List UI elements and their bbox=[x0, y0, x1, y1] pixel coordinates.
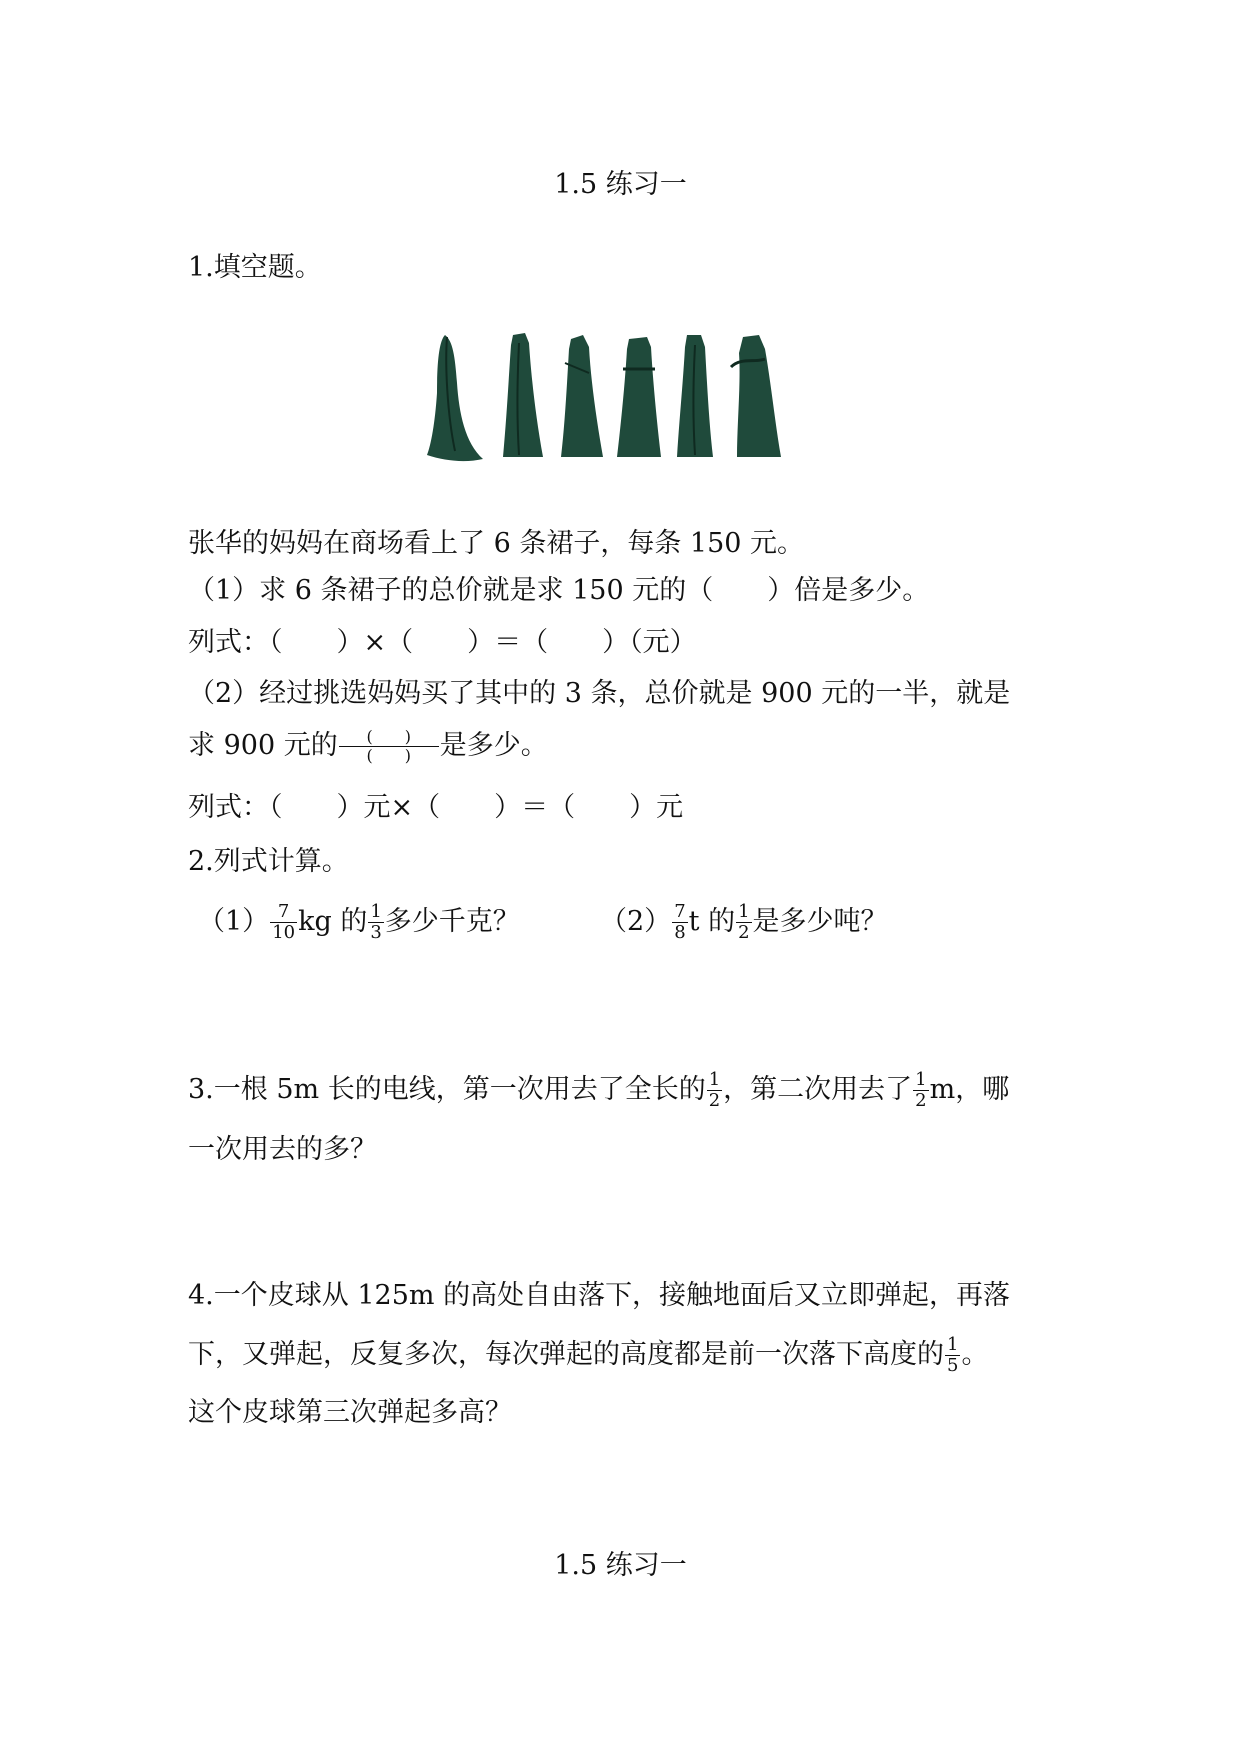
q2-heading: 2.列式计算。 bbox=[188, 846, 349, 877]
numerator: 7 bbox=[270, 902, 297, 923]
q4-line1: 4.一个皮球从 125m 的高处自由落下，接触地面后又立即弹起，再落 bbox=[188, 1280, 1011, 1311]
q1-part2-line2 bbox=[188, 728, 548, 765]
q2-item-1-label: （1） bbox=[198, 906, 270, 937]
denominator: 2 bbox=[915, 1090, 927, 1111]
q1-intro: 张华的妈妈在商场看上了 6 条裙子，每条 150 元。 bbox=[188, 528, 805, 559]
q1-part2-text-post: 是多少。 bbox=[439, 730, 548, 761]
denominator: 3 bbox=[370, 922, 382, 943]
q2-item-1-mid: kg 的 bbox=[298, 906, 368, 937]
q3-line2: 一次用去的多？ bbox=[188, 1134, 377, 1165]
q1-part1-formula: 列式：（ ）×（ ）＝（ ）（元） bbox=[188, 627, 697, 658]
q4-text-pre: 下，又弹起，反复多次，每次弹起的高度都是前一次落下高度的 bbox=[188, 1339, 944, 1370]
fraction bbox=[707, 1070, 722, 1111]
footer-title: 1.5 练习一 bbox=[554, 1550, 687, 1581]
numerator: 1 bbox=[947, 1334, 959, 1355]
q1-part2-line1: （2）经过挑选妈妈买了其中的 3 条，总价就是 900 元的一半，就是 bbox=[188, 678, 1011, 709]
q3-text-3: m，哪 bbox=[929, 1074, 1010, 1105]
dresses-illustration bbox=[425, 333, 825, 463]
q2-item-1 bbox=[198, 902, 520, 943]
dress-icon bbox=[617, 337, 661, 457]
fraction bbox=[672, 902, 687, 943]
fraction bbox=[913, 1070, 928, 1111]
q1-part1: （1）求 6 条裙子的总价就是求 150 元的（ ）倍是多少。 bbox=[188, 575, 930, 606]
denominator: 8 bbox=[674, 922, 686, 943]
dress-icon bbox=[731, 335, 781, 457]
q2-item-2-tail: 是多少吨？ bbox=[752, 906, 888, 937]
q3-text-2: ，第二次用去了 bbox=[723, 1074, 913, 1105]
q4-line2 bbox=[188, 1335, 988, 1376]
dress-icon bbox=[427, 335, 483, 461]
blank-fraction bbox=[339, 728, 439, 765]
q2-item-1-tail: 多少千克？ bbox=[384, 906, 520, 937]
q1-part2-formula: 列式：（ ）元×（ ）＝（ ）元 bbox=[188, 792, 684, 823]
denominator: 10 bbox=[272, 922, 296, 943]
denominator: 2 bbox=[708, 1090, 721, 1111]
q3-line1 bbox=[188, 1070, 1009, 1111]
q3-text-1: 3.一根 5m 长的电线，第一次用去了全长的 bbox=[188, 1074, 706, 1105]
q2-item-2-mid: t 的 bbox=[688, 906, 736, 937]
fraction bbox=[945, 1335, 960, 1376]
q1-heading: 1.填空题。 bbox=[188, 252, 322, 283]
fraction bbox=[736, 902, 751, 943]
numerator: 7 bbox=[674, 901, 686, 922]
numerator: 1 bbox=[708, 1069, 721, 1090]
numerator: 1 bbox=[370, 901, 382, 922]
dress-icon bbox=[561, 335, 603, 457]
q2-item-2 bbox=[600, 902, 888, 943]
denominator: 5 bbox=[947, 1355, 959, 1376]
fraction bbox=[270, 902, 297, 943]
q4-text-post: 。 bbox=[961, 1339, 989, 1370]
dress-icon bbox=[503, 333, 543, 457]
numerator: 1 bbox=[915, 1069, 927, 1090]
page-title: 1.5 练习一 bbox=[554, 169, 687, 200]
q4-line3: 这个皮球第三次弹起多高？ bbox=[188, 1397, 512, 1428]
q1-part2-text-pre: 求 900 元的 bbox=[188, 730, 338, 761]
blank-numerator: ( ) bbox=[339, 728, 439, 747]
numerator: 1 bbox=[738, 901, 750, 922]
fraction bbox=[368, 902, 383, 943]
blank-denominator: ( ) bbox=[366, 746, 411, 765]
denominator: 2 bbox=[738, 922, 750, 943]
dress-icon bbox=[677, 335, 713, 457]
q2-item-2-label: （2） bbox=[600, 906, 672, 937]
